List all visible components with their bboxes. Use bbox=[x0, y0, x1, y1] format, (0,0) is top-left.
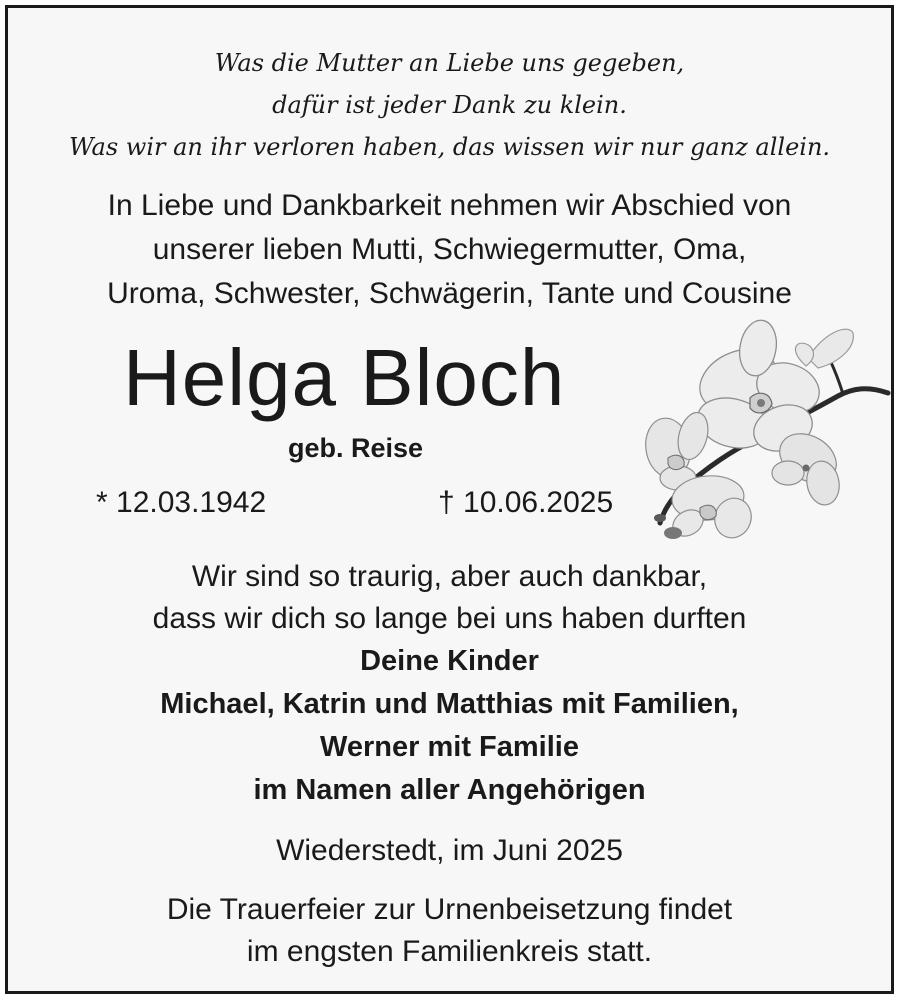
mourners-line-4: im Namen aller Angehörigen bbox=[253, 774, 646, 806]
intro-line-1: In Liebe und Dankbarkeit nehmen wir Abschied von bbox=[107, 189, 792, 222]
obituary-notice bbox=[5, 5, 894, 994]
mourners-line-2: Michael, Katrin und Matthias mit Familien, bbox=[160, 688, 739, 720]
orchid-branch-icon bbox=[638, 318, 891, 553]
mourners-line-3: Werner mit Familie bbox=[320, 731, 579, 763]
birth-date: * 12.03.1942 bbox=[96, 486, 267, 519]
quote-line-3: Was wir an ihr verloren haben, das wissen wir nur ganz allein. bbox=[68, 133, 831, 161]
maiden-name: geb. Reise bbox=[288, 433, 424, 463]
deceased-name: Helga Bloch bbox=[123, 333, 566, 422]
quote-line-2: dafür ist jeder Dank zu klein. bbox=[272, 91, 627, 119]
intro-line-3: Uroma, Schwester, Schwägerin, Tante und Cousine bbox=[107, 277, 792, 310]
ceremony-line-2: im engsten Familienkreis statt. bbox=[246, 935, 653, 968]
quote-line-1: Was die Mutter an Liebe uns gegeben, bbox=[214, 49, 685, 77]
place-date: Wiederstedt, im Juni 2025 bbox=[276, 834, 623, 867]
message-line-1: Wir sind so traurig, aber auch dankbar, bbox=[191, 560, 708, 593]
death-date: † 10.06.2025 bbox=[438, 486, 614, 519]
intro-line-2: unserer lieben Mutti, Schwiegermutter, Oma, bbox=[152, 233, 747, 266]
ceremony-line-1: Die Trauerfeier zur Urnenbeisetzung findet bbox=[166, 893, 733, 926]
message-line-2: dass wir dich so lange bei uns haben durften bbox=[152, 602, 747, 635]
mourners-line-1: Deine Kinder bbox=[360, 645, 539, 677]
